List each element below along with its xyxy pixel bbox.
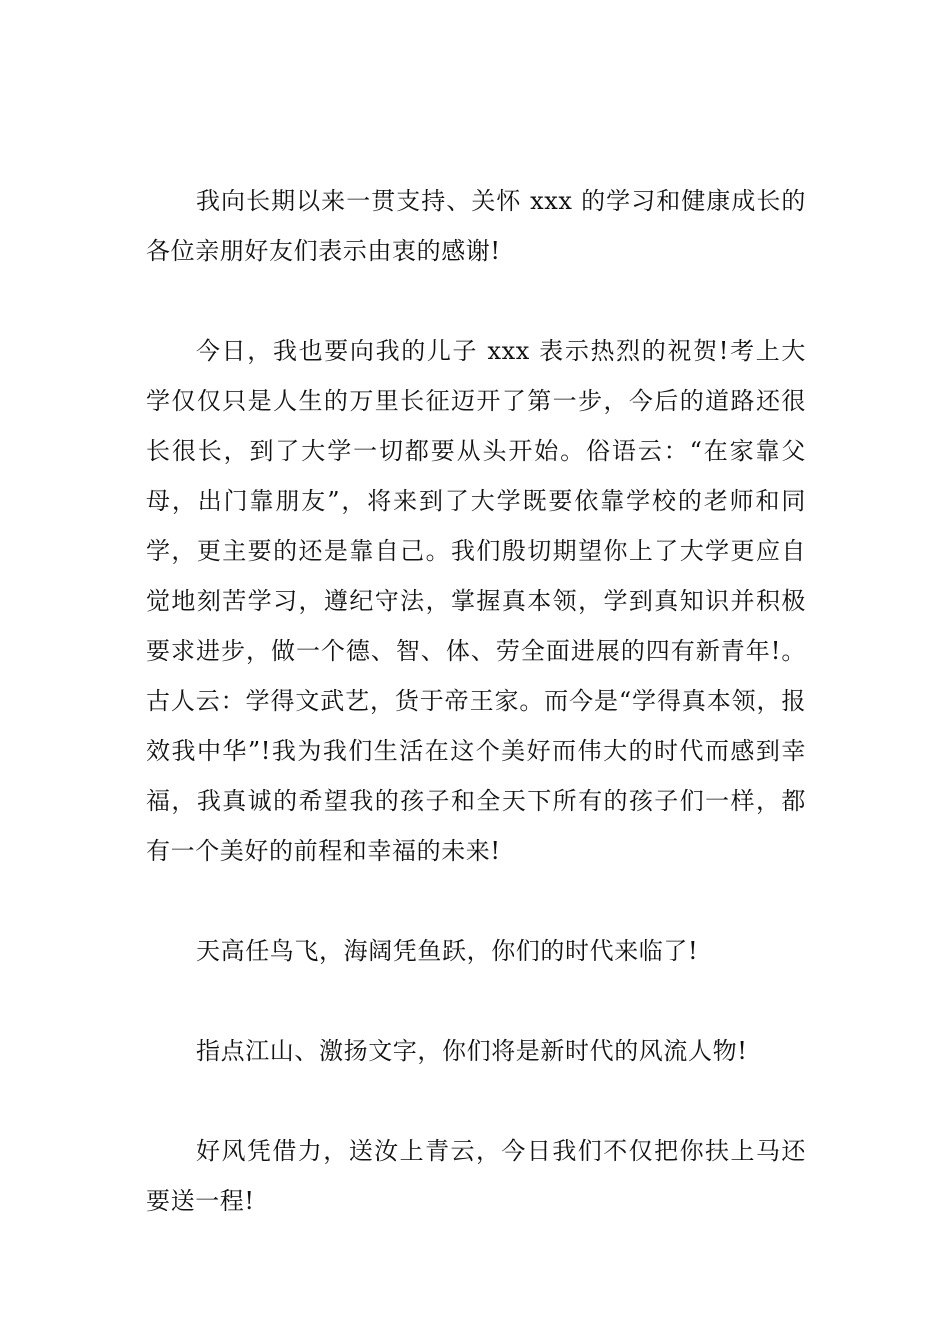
document-body xyxy=(146,176,806,1226)
paragraph-new-era: 天高任鸟飞，海阔凭鱼跃，你们的时代来临了! xyxy=(196,937,699,965)
paragraph-send-off: 好风凭借力，送汝上青云，今日我们不仅把你扶上马还要送一程! xyxy=(146,1137,806,1215)
paragraph-leaders: 指点江山、激扬文字，你们将是新时代的风流人物! xyxy=(196,1037,748,1065)
paragraph-thanks: 我向长期以来一贯支持、关怀 xxx 的学习和健康成长的各位亲朋好友们表示由衷的感谢! xyxy=(146,187,806,265)
paragraph-congratulations: 今日，我也要向我的儿子 xxx 表示热烈的祝贺!考上大学仅仅只是人生的万里长征迈开了第一步，今后的道路还很长很长，到了大学一切都要从头开始。俗语云：“在家靠父母，出门靠朋友”，将来到了大学既要依靠学校的老师和同学，更主要的还是靠自己。我们殷切期望你上了大学更应自觉地刻苦学习，遵纪守法，掌握真本领，学到真知识并积极要求进步，做一个德、智、体、劳全面进展的四有新青年!。古人云：学得文武艺，货于帝王家。而今是“学得真本领，报效我中华”!我为我们生活在这个美好而伟大的时代而感到幸福，我真诚的希望我的孩子和全天下所有的孩子们一样，都有一个美好的前程和幸福的未来! xyxy=(146,337,806,865)
